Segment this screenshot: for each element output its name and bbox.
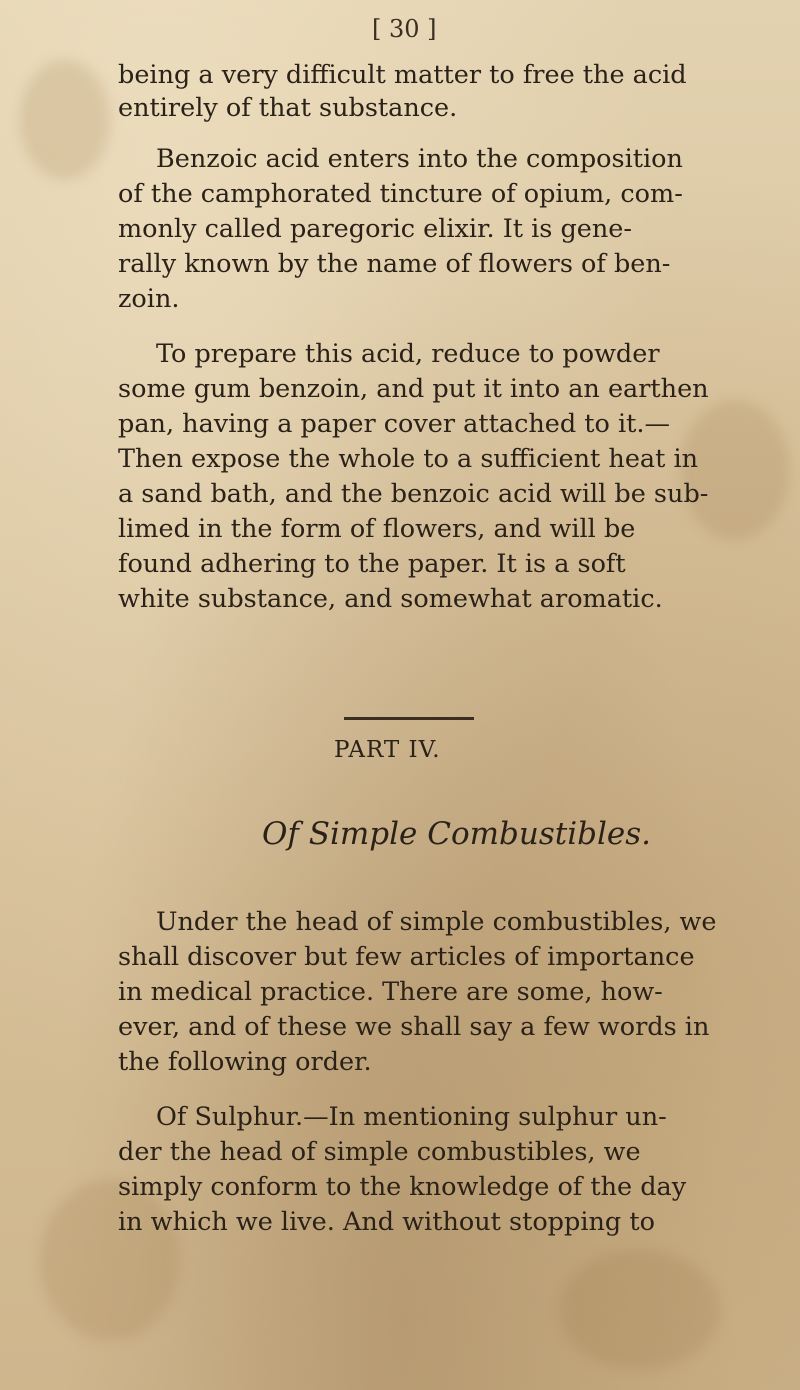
text-line: limed in the form of flowers, and will be [118,514,636,544]
paper-stain [560,1250,720,1370]
text-line: the following order. [118,1047,372,1077]
text-line: Then expose the whole to a sufficient heat in [118,444,699,474]
text-line: entirely of that substance. [118,93,458,123]
text-line: found adhering to the paper. It is a soft [118,549,626,579]
text-line: Of Sulphur.—In mentioning sulphur un- [156,1102,667,1132]
text-line: shall discover but few articles of importance [118,942,695,972]
text-line: der the head of simple combustibles, we [118,1137,641,1167]
page-number: [ 30 ] [372,15,437,43]
text-line: a sand bath, and the benzoic acid will be sub- [118,479,709,509]
text-line: simply conform to the knowledge of the day [118,1172,687,1202]
section-divider [344,717,474,720]
text-line: of the camphorated tincture of opium, com- [118,179,683,209]
text-line: in medical practice. There are some, how- [118,977,663,1007]
text-line: Benzoic acid enters into the composition [156,144,683,174]
text-line: being a very difficult matter to free the acid [118,60,687,90]
text-line: ever, and of these we shall say a few words in [118,1012,710,1042]
text-line: in which we live. And without stopping to [118,1207,655,1237]
text-line: To prepare this acid, reduce to powder [156,339,660,369]
text-line: monly called paregoric elixir. It is gene- [118,214,633,244]
text-line: some gum benzoin, and put it into an earthen [118,374,709,404]
text-line: rally known by the name of flowers of ben- [118,249,671,279]
paper-stain [40,1180,180,1340]
text-line: zoin. [118,284,180,314]
text-line: pan, having a paper cover attached to it.— [118,409,671,439]
part-label: PART IV. [334,737,441,763]
text-line: white substance, and somewhat aromatic. [118,584,663,614]
text-line: Under the head of simple combustibles, we [156,907,717,937]
section-heading: Of Simple Combustibles. [262,816,651,852]
paper-stain [20,60,110,180]
